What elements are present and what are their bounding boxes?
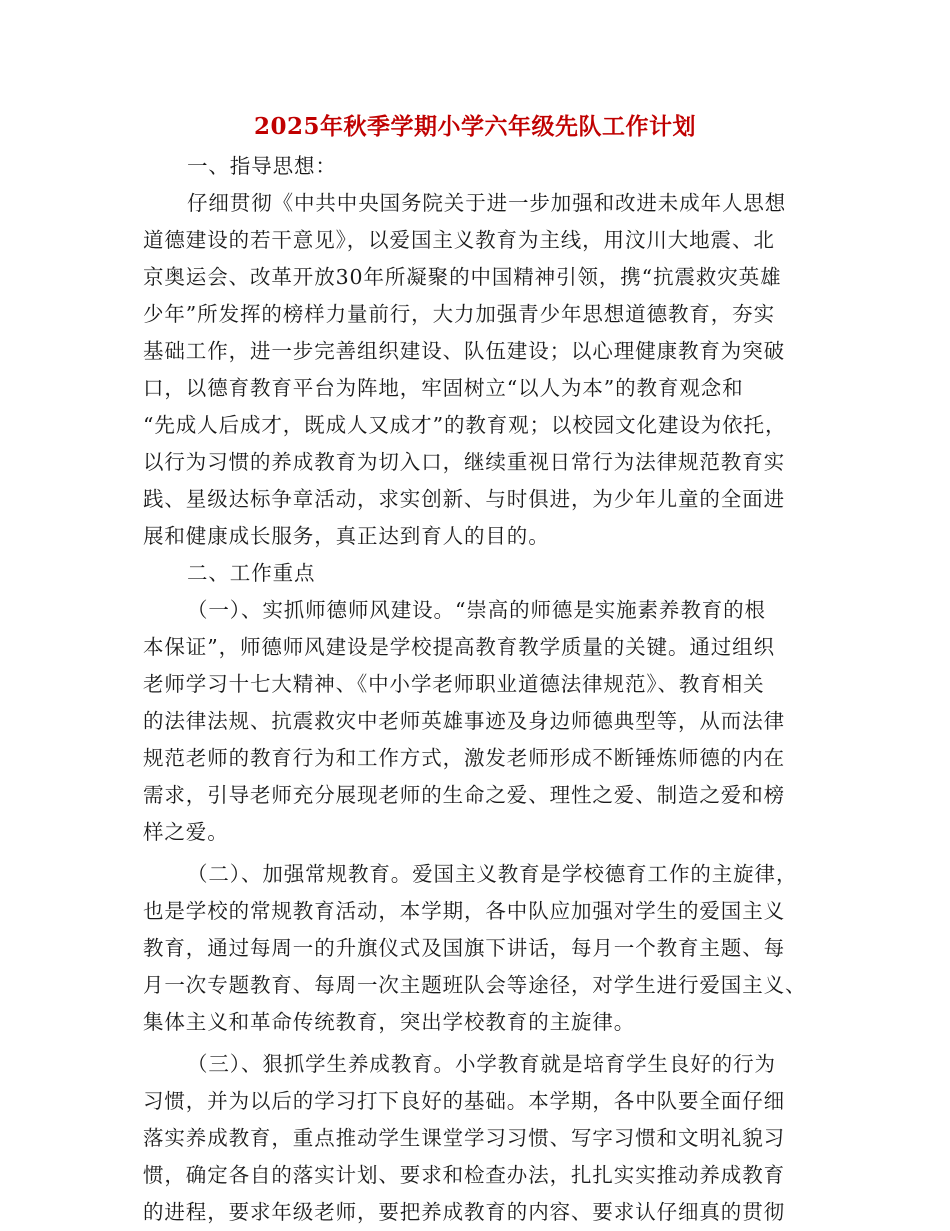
paragraph-line: 的进程，要求年级老师，要把养成教育的内容、要求认仔细真的贯彻 [143,1200,785,1224]
paragraph-line: （一）、实抓师德师风建设。“崇高的师德是实施素养教育的根 [187,598,766,622]
paragraph-line: 习惯，并为以后的学习打下良好的基础。本学期，各中队要全面仔细 [143,1089,785,1113]
document-title: 2025年秋季学期小学六年级先队工作计划 [253,113,696,140]
paragraph-line: 需求，引导老师充分展现老师的生命之爱、理性之爱、制造之爱和榜 [143,783,785,807]
paragraph-line: 样之爱。 [143,820,229,844]
paragraph-line: 集体主义和革命传统教育，突出学校教育的主旋律。 [143,1010,636,1034]
section-heading: 二、工作重点 [187,561,316,585]
paragraph-line: 落实养成教育，重点推动学生课堂学习习惯、写字习惯和文明礼貌习 [143,1126,785,1150]
paragraph-line: 以行为习惯的养成教育为切入口，继续重视日常行为法律规范教育实 [143,450,785,474]
paragraph-line: 的法律法规、抗震救灾中老师英雄事迹及身边师德典型等，从而法律 [143,709,785,733]
paragraph-line: 惯，确定各自的落实计划、要求和检查办法，扎扎实实推动养成教育 [143,1163,785,1187]
paragraph-line: 也是学校的常规教育活动，本学期，各中队应加强对学生的爱国主义 [143,899,785,923]
paragraph-line: 京奥运会、改革开放30年所凝聚的中国精神引领，携“抗震救灾英雄 [143,265,782,289]
paragraph-line: 口，以德育教育平台为阵地，牢固树立“以人为本”的教育观念和 [143,376,744,400]
paragraph-line: 基础工作，进一步完善组织建设、队伍建设；以心理健康教育为突破 [143,339,785,363]
paragraph-line: 规范老师的教育行为和工作方式，激发老师形成不断锤炼师德的内在 [143,746,785,770]
paragraph-line: 少年”所发挥的榜样力量前行，大力加强青少年思想道德教育，夯实 [143,302,775,326]
paragraph-line: 老师学习十七大精神、《中小学老师职业道德法律规范》、教育相关 [143,672,765,696]
paragraph-line: 本保证”，师德师风建设是学校提高教育教学质量的关键。通过组织 [143,635,775,659]
paragraph-line: （二）、加强常规教育。爱国主义教育是学校德育工作的主旋律， [187,862,798,886]
paragraph-line: 道德建设的若干意见》，以爱国主义教育为主线，用汶川大地震、北 [143,228,775,252]
paragraph-line: 仔细贯彻《中共中央国务院关于进一步加强和改进未成年人思想 [187,191,787,215]
paragraph-line: “先成人后成才，既成人又成才”的教育观；以校园文化建设为依托， [143,413,787,437]
section-heading: 一、指导思想： [187,154,337,178]
paragraph-line: 践、星级达标争章活动，求实创新、与时俱进，为少年儿童的全面进 [143,487,785,511]
paragraph-line: （三）、狠抓学生养成教育。小学教育就是培育学生良好的行为 [187,1052,776,1076]
paragraph-line: 教育，通过每周一的升旗仪式及国旗下讲话，每月一个教育主题、每 [143,936,785,960]
paragraph-line: 月一次专题教育、每周一次主题班队会等途径，对学生进行爱国主义、 [143,973,807,997]
paragraph-line: 展和健康成长服务，真正达到育人的目的。 [143,524,550,548]
document-body [143,148,809,1231]
